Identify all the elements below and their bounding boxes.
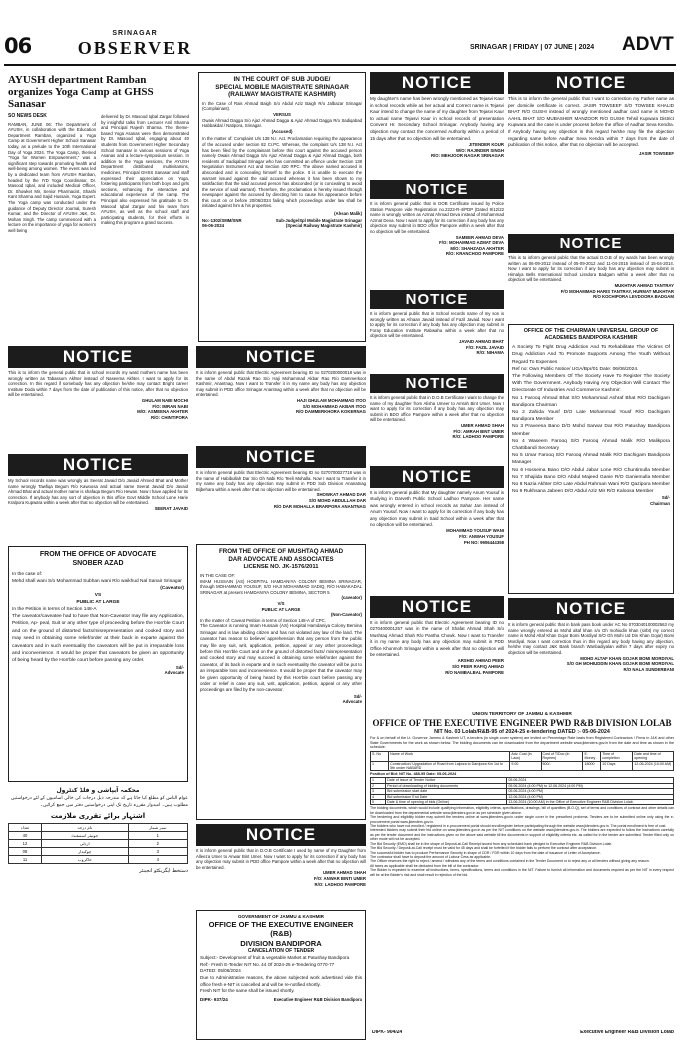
- notice-sign-1: SAMEER AHMAD DEVA: [455, 234, 504, 240]
- lolab-work-table: [370, 751, 674, 772]
- bandipora-subject: Subject:- Development of fruit & vegetable Market at Patushay Bandipora: [200, 955, 350, 961]
- notice-amrah: [370, 374, 504, 462]
- urdu-advertisement: [8, 786, 188, 1040]
- notice-sign-1: HAJI GHULAM MOHAMMAD ITOO: [296, 397, 366, 403]
- chairman-body: The Following Members Of The Society Have To Register The Society With The Government. Anybody Having Any Objection Will Contact The Directorate Of Industries And Commerce Kashmir:: [512, 374, 670, 394]
- notice-body: My daughter's name has been wrongly mentioned as Tejasvi Kaur in school records while as her actual and Correct name is Tejasvi Kaur intend to change the name of my daughter from Tejasvi Kaur to actual name Tejasvi Kaur in school records of presentation Convent Hr. Secondary School Srinagar. Anybody having any objection may contact the concerned Authority within a period of 15 days after that no objection will be entertained.: [370, 96, 504, 141]
- notice-sign-3: PH NO: 9906444358: [463, 539, 504, 545]
- urdu-heading: محکمہ آبپاشی و فلڈ کنٹرول: [56, 787, 140, 794]
- table-cell: Bid submission start date: [386, 789, 507, 794]
- notice-heading: NOTICE: [8, 454, 188, 476]
- lolab-nit: NIT No. 03 Lolab/R&B-95 of 2024-25 e-tendering DATED :- 05-06-2024: [434, 729, 610, 735]
- notice-heading: NOTICE: [196, 346, 366, 368]
- lolab-term: The Officer reserves the right to reject / amend / withdraw any of the terms and conditions contained in the Tender Document or to reject any or all tenders without giving any reason.: [370, 859, 650, 864]
- table-header: نام درجہ: [42, 824, 129, 832]
- bandipora-title-2: DIVISION BANDIPORA: [240, 938, 322, 948]
- masthead-rule: [4, 64, 676, 66]
- bandipora-body: Due to Administrative reasons, the above subjected work advertised vide this office fresh e-NIT is cancelled and will be re-notified shortly.: [200, 975, 362, 987]
- lolab-schedule-table: [370, 777, 674, 805]
- notice-seerat: [8, 454, 188, 542]
- table-header-row: [371, 751, 674, 761]
- advocate-title-1: FROM THE OFFICE OF ADVOCATE: [39, 551, 157, 558]
- notice-sign-2: F/O: IMRAN NABI: [152, 403, 188, 409]
- table-row: [371, 761, 674, 771]
- advocate-caveator: (Caveator): [160, 586, 184, 591]
- logo-small-text: SRINAGAR: [112, 30, 158, 37]
- table-cell: چوکیدار: [42, 848, 129, 856]
- lolab-schedule-note: Position of Bid: NIT No. 488-95 Date: 05-06-2024: [370, 772, 457, 777]
- lolab-term: The successful bidder has to produce Performance Security in shape of CDR / FDR within 10 days from the date of issuance of Letter of Acceptance.: [370, 850, 601, 855]
- notice-imran: [8, 346, 188, 450]
- notice-heading: NOTICE: [508, 234, 674, 253]
- chairman-member: No 4 Waseem Farooq S/O Farooq Ahmad Malik R/O Malikpora Chattibandi Secretary: [512, 438, 670, 452]
- lolab-term: The bidders who have not enrolled / registered in e-procurement portal should enroll/register before participating through the website www.jktenders.gov.in. The portal enrollment is free of cost.: [370, 824, 667, 829]
- notice-sign-1: JITENDER KOUR: [468, 142, 504, 148]
- table-cell: جونیئر اسسٹنٹ: [42, 832, 129, 840]
- notice-sign-1: UMER AHMAD SHAH: [322, 870, 366, 876]
- notice-sign-2: S/O MOHD ABDULLAH DAR: [308, 497, 366, 503]
- chairman-member: No 6 Hosseina Bano D/O Abdul Jabar Lone R/O Chuntimulla Member No 7 Shajiida Bano D/O Abdul Majeed Ganie R/O Ganiemulla Member No 8 Nazia Akhter D/O Late Abdul Rahman Wani R/O Qazipora Member No 9 Rukhsana Jabeen D/O Abdul Aziz Mir R/O Kaloosa Member: [512, 467, 670, 495]
- notice-heading: NOTICE: [370, 596, 504, 618]
- advocate2-sign-2: Advocate: [342, 699, 362, 705]
- table-cell: 3: [371, 789, 386, 794]
- notice-sign-1: ARSHID AHMAD PEER: [457, 658, 504, 664]
- logo-big-text: OBSERVER: [77, 38, 193, 58]
- advocate2-noncaveator: (Non-Caveator): [330, 612, 362, 618]
- notice-sign-2: F/O: ANWAH YOUSUF: [459, 534, 504, 540]
- notice-body: This is to inform general public that the actual D.O.B of my wards has been wrongly written as 06-09-2012 instead of 05-09-2012 and 11-04-2015 instead of 15-04-2014. Now I want to apply for its correction if any body has any objection may submit in Himalya Bells International School Lissdora Badgam within a week after that no objection will be entertained.: [508, 255, 674, 283]
- table-cell: اردلی: [42, 840, 129, 848]
- lolab-gov: UNION TERRITORY OF JAMMU & KASHMIR: [472, 712, 572, 717]
- notice-sign-1: MUKHTAR AHMAD TANTRAY: [614, 282, 674, 288]
- notice-heading: NOTICE: [196, 446, 366, 468]
- bandipora-sign: Executive Engineer R&B Division Bandipora: [273, 996, 362, 1002]
- page-number: 06: [4, 34, 32, 58]
- notice-sign: JASIR TOWSEEF: [638, 150, 674, 156]
- advocate-vs: VS: [94, 593, 102, 598]
- court-date: 06-06-2024: [202, 223, 224, 229]
- table-cell: 12: [9, 840, 42, 848]
- chairman-sign-1: Sd/-: [661, 495, 670, 501]
- news-byline: SO NEWS DESK: [8, 113, 47, 119]
- court-sign-title-1: Sub-Judge/Spl Mobile Magistrate Srinagar: [275, 217, 362, 223]
- advocate-body: The caveator/caveatee had to have that Non-Caveator may file any Application, Petition, Ap- peal, Suit or any other type of proceeding before the Hon'ble Court and on the ground of distorted facts/misrepresentation and cooked story and may seed in obtaining some relief/order at their back in exparte against the caveators and in such eventuality the caveators will be put in irreparable loss and inconvenience. It would be proper that caveators be given an opportunity of being heard by the Hon'ble court before passing any order.: [12, 614, 184, 664]
- lolab-intro: For & on behalf of the Lt. Governor Jammu & Kashmir UT, e-tenders (in single cover system) are invited on Percentage Rate basis from Registered Contractors / Firms in J&K and other State Governments for the work as shown below. The bidding documents can be downloaded from the department website www.jktenders.gov.in from the date and time as shown in the schedule.: [370, 736, 674, 750]
- notice-heading: NOTICE: [370, 72, 504, 94]
- table-cell: Period of downloading of bidding documents: [386, 783, 507, 788]
- chairman-title-2: ACADEMIES BANDIPORA KASHMIR: [544, 334, 638, 341]
- table-cell: 1: [371, 778, 386, 783]
- advocate-public: PUBLIC AT LARGE: [76, 600, 120, 605]
- bandipora-title-1: OFFICE OF THE EXECUTIVE ENGINEER (R&B): [208, 920, 354, 939]
- advocate2-caveator: (caveator): [341, 595, 362, 601]
- notice-dob-wards: [508, 234, 674, 320]
- notice-azmat: [370, 180, 504, 284]
- table-row: [371, 800, 674, 805]
- notice-bank-passbook: [508, 598, 674, 708]
- lolab-term: The tendering and eligibility bidder may submit the tenders online at www.jktenders.gov.in under single cover in the prescribed proforma. Tenders are to be submitted online only using the e-procurement portal www.jktenders.gov.in.: [370, 815, 674, 824]
- bandipora-note: Fresh NIT for the same shall be issued shortly.: [200, 988, 295, 994]
- bandipora-cancellation: [196, 910, 366, 1040]
- chairman-sign-2: Chairman: [650, 501, 670, 507]
- table-header: Date and time of opening: [633, 751, 674, 761]
- table-cell: 11: [9, 856, 42, 864]
- table-cell: 10 Days: [601, 761, 633, 771]
- table-cell: 1: [128, 832, 187, 840]
- table-row: [9, 832, 188, 840]
- notice-body: My School records name was wrongly as Seerat Javaid D/o Javaid Ahmed Bhat and Mother name wrongly Tawfiqa Begum R/o Kawoosa and actual name Seerat Javaid D/o Javaid Ahmad Bhat and actual mother name is shafaqa Begum R/o Hewan. Now I have applied for its correction. If anybody has any sort of objection in this office Govt Middle School Lone Harie Kralpora Kupwara within a week after that no objection will be entertained.: [8, 478, 188, 506]
- court-case: In the Case of Rais Ahmad Baigh S/o Abdul Aziz Baigh R/o Jalbazar Srinagar (Complainant).: [202, 100, 362, 112]
- notice-body: It is inform general public that in D.O.B Certificate I used by name of my Daughter from Alleeza Umer to Anwar Bint Umer. Now I want to apply for its correction if any body has any objection may submit in PDD office Pampore within a week after that no objection will be entertained.: [196, 848, 366, 870]
- urdu-body: عوام الناس کو مطلع کیا جاتا ہے کہ مندرجہ ذیل درجات کی خالی اسامیوں کے لئے درخواستیں مطلوب ہیں۔ امیدوار مقررہ تاریخ تک اپنی درخواستیں دفتر میں جمع کرائیں۔: [10, 796, 188, 808]
- news-story: [8, 74, 190, 346]
- notice-sign-3: R/O KOCHIPORA LEVDOORA BADGAM: [593, 294, 674, 300]
- notice-sign-3: R/O DAR MOHALLA BRARPORA ANANTNAG: [273, 503, 366, 509]
- advocate-sign-2: Advocate: [164, 670, 184, 676]
- court-accused-label: (Accused): [271, 128, 293, 134]
- notice-sign-3: M/O: SHAHZADA AKHTER: [450, 245, 504, 251]
- notice-sign-4: R/O: CHINTIPORA: [151, 414, 188, 420]
- table-cell: 4: [371, 794, 386, 799]
- court-body: In the matter of: Complaint U/s 138 N.I. Act. Proclamation requiring the appearance of the accused under section 82 Cr.PC. Whereas, the complaint U/s 138 N.I. Act has been filed by the complainant before this court against the accused person namely Owais Ahmad Dagga S/o Ajaz Ahmad Dagga & Ajaz Ahmad Dagga, both residents of Sadiqabad Srinagar who has committed an offence under Section 138 Negotiation Instrument Act and Section 420 RPC. The above named accused is absconded and is concealing himself to the police. It is unable to execute the warrant issued against the said accused whereas it has been shown to my satisfaction that the said accused person has absconded (or is concealing to avoid the service of said warrant). Therefore, the proclamation is hereby issued through newspaper against the accused by directing him to cause his appearance before this court on or before 20/06/2024 failing which proceedings under law shall be initiated against him & his properties.: [202, 136, 362, 209]
- news-column-2: delivered by Dr. Masood Iqbal Zargar followed by insightful talks from Lecturer Anil Sharma and Principal Rajesh Sharma. The theme-based Yoga Asanas were then demonstrated by Dr. Masood Iqbal, engaging about 40 students from Government Higher Secondary School Sanasar in various sessions of Yoga Asanas and a lecture-symposium session. In addition to the Yoga sessions, the AYUSH Department distributed multivitamins, medicines, Principal GHSS Sanasar and staff expressed their appreciation on Yoga, fostering participants from both boys and girls sections, enhancing the interactive and educational experience of the camp. The Principal also expressed his gratitude to Dr. Masood Iqbal Zargar and his team from AYUSH, as well as the school staff and participating students, for their efforts in making this program a grand success.: [101, 114, 189, 226]
- table-cell: 1: [371, 761, 389, 771]
- court-title-2: SPECIAL MOBILE MAGISTRATE SRINAGAR: [215, 83, 349, 91]
- chairman-member: No 1 Farooq Ahmad Bhat S/O Mohammad Ashraf Bhat R/O Dachigam Bandipora Chairman: [512, 395, 670, 408]
- notice-sign-1: MOHD ALTAF KHAN GOJAR BOMI MORDIYAL: [580, 655, 674, 661]
- notice-fazil: [370, 290, 504, 370]
- table-cell: 05.06.2024 (4:00 PM) to 12.06.2024 (4:00 PM): [507, 783, 674, 788]
- lolab-sign: Executive Engineer R&B Division Lolab: [580, 1030, 674, 1035]
- notice-sign-1: JAVAID AHMAD BHAT: [459, 338, 504, 344]
- advocate-case-label: In the case of:: [12, 572, 43, 577]
- table-cell: 2: [128, 840, 187, 848]
- notice-anwar: [196, 824, 366, 906]
- chairman-member: No 2 Zahida Yousf D/O Late Mohammad Yousf R/O Dachigam Bandipora Member: [512, 410, 670, 423]
- table-cell: 05.06.2024: [507, 778, 674, 783]
- advocate2-title-2: DAR ADVOCATE AND ASSOCIATES: [228, 555, 334, 563]
- notice-body: It is inform general public that Electric Agreement bearing ID no 0270200000018 was in the name of Abdul Razak Rao S/o Haji Mohammad Akbar Rao R/o Dammerkoot Kashmir, Anantnag. Now I want to Transfer it in my name any body has any objection may submit in PDD office Srinagar Anantnag within a week after that no objection will be entertained.: [196, 370, 366, 398]
- table-cell: 9.00: [510, 761, 541, 771]
- notice-body: It is inform general public that in bank pass book under AC No 0703040100002563 my name wrongly entered as Mohd altaf khan s/o Gh mohiudin khan (sirbt) my correct name is Mohd Altaf Khan Gojar Bomi Mordiyal S/O Gh Mohi Ud Din Khan Gojar) Bomi Mordiyal. Now I want correction thus in this regard any body having any objection, he/she may contact J&K Bank branch Wanbadiyalan within 7 days after expiry no objection will be entertained.: [508, 622, 674, 655]
- table-cell: 18000: [583, 761, 601, 771]
- advocate-notice-2: [196, 544, 366, 820]
- advocate2-matter: In the matter of: Caveat Petition in terms of Section 148-A of CPC.: [200, 617, 326, 623]
- advocate-party: Mehd shafi wani S/o Mohammad Subhan wani R/o waikhud Nal Sanair Srinagar: [12, 579, 182, 584]
- notice-daughter-name: [370, 72, 504, 176]
- notice-body: It is inform general public that My daughter namely Anum Yousuf is studying in Darveth Public School Ladhoo Pampore. Her name was wrongly entered in school records as Sahar Jan instead of Anum Yousuf. Now I want to apply for its correction if any body has any objection may submit in Said School within a week after that no objection will be entertained.: [370, 490, 504, 528]
- urdu-footer: دستخط ایگزیکٹو انجینئر: [139, 868, 188, 874]
- urdu-heading-2: اشتہار برائے تقرری ملازمت: [50, 812, 146, 820]
- table-cell: 08: [9, 848, 42, 856]
- advocate2-title-3: LICENSE NO. JK-1576/2011: [243, 563, 319, 570]
- advocate2-title-1: FROM THE OFFICE OF MUSHTAQ AHMAD: [218, 548, 344, 555]
- table-cell: خاکروب: [42, 856, 129, 864]
- bandipora-cancel: CANCELATION OF TENDER: [247, 948, 315, 955]
- lolab-term: The Bidder is expected to examine all instructions, forms, specifications, terms and conditions in the NIT. Failure to furnish all information and documents required as per the NIT in every respect will be at the Bidder's risk and shall result in rejection of the bid.: [370, 868, 674, 877]
- advocate-matter: In the Petition in terms of Section 148-A: [12, 607, 97, 612]
- notice-sign-2: S/O MOHAMMAD AKBAR ITOO: [302, 403, 366, 409]
- advocate2-public: PUBLIC AT LARGE: [261, 606, 301, 612]
- table-row: [9, 848, 188, 856]
- notice-sign-3: R/O NALA SUNDERBANI: [623, 666, 674, 672]
- court-title-1: IN THE COURT OF SUB JUDGE/: [233, 76, 331, 83]
- notice-heading: NOTICE: [508, 72, 674, 94]
- court-versus: VERSUS: [273, 111, 291, 117]
- notice-jasir: [508, 72, 674, 230]
- notice-heading: NOTICE: [370, 374, 504, 393]
- notice-heading: NOTICE: [8, 346, 188, 368]
- notice-sign-3: R/O: MEHJOOR NAGAR SRINAGAR: [430, 153, 504, 159]
- notice-sign-2: F/O: ANWAR BINTI UMER: [313, 875, 366, 881]
- table-cell: Date of Issue of Tender Notice: [386, 778, 507, 783]
- notice-electric-1: [196, 346, 366, 442]
- notice-sign-3: R/O DAMMERKHORA KOKERNAG: [295, 409, 366, 415]
- notice-body: It is inform general public that in DOB Certificate issued by Police Station Pampore vide Registration no.2223-R-4/PDP (Dated 9/12/22 name is wrongly written as Azmat Ahmad Deva instead of Mohammad Azmat Deva. Now I want to apply for its correction if any body has any objection may submit in BDO office Pampore within a week after that no objection will be entertained.: [370, 201, 504, 234]
- chairman-intro: A Society To Fight Drug Addiction And To Rehabilitate The Victims Of Drug Addiction And To Promote Supports Among The Youth Without Regard To Expenses: [512, 345, 670, 365]
- table-cell: Construction/ Upgradation of Road from Lalpora to Dardpora Km 1st to 5th under NABARD: [389, 761, 510, 771]
- notice-arshid: [370, 596, 504, 708]
- advocate2-body: The Caveator is running Imam Hussain (AS) Hospital Hamdaniya Colony Bemina Srinagar and is law abiding citizen and has not violated any law of the land. The caveator has reason to believe/ apprehension that any person from the public may file any suit, writ, application, petition, appeal or any other proceedings before this Hon'ble Court and on the ground of distorted facts/ misrepresentation and cooked story and may succeed in obtaining some relief/order against the caveator, of its back in exparte and in such eventuality the caveator will be put to an irreparable loss and inconvenience. It would be proper that the caveator may be given opportunity of being heard by this Hon'ble court before passing any order or relief in case any suit, writ, application, petition, appeal or any other proceedings are filed by the non-caveator.: [200, 623, 362, 693]
- table-cell: 4: [128, 856, 187, 864]
- news-headline: AYUSH department Ramban organizes Yoga Camp at GHSS Sanasar: [8, 74, 154, 110]
- bandipora-code: DIPK- 937/24: [200, 996, 228, 1002]
- notice-sign-2: F/O: FAZIL JAVAID: [466, 344, 504, 350]
- notice-sign-3: R/O: NIHAMA: [476, 350, 504, 356]
- table-cell: 40: [9, 832, 42, 840]
- notice-electric-2: [196, 446, 366, 538]
- bandipora-ref: Ref:- Fresh E-Tender NIT No. 44 Of 2024-25 e-Tendering 0770-77: [200, 961, 335, 967]
- chairman-member: No 3 Praveena Bano D/O Mohd Sarwar Dar R/O Patushay Bandipora Member: [512, 424, 670, 437]
- lolab-term: The contractor shall have to deposit the amount of Labour Cess as applicable.: [370, 854, 492, 859]
- notice-sign-4: R/O: KRANCHOO PAMPORE: [445, 251, 504, 257]
- notice-sign-3: R/O: LADHOO PAMPORE: [452, 434, 504, 440]
- chairman-title-1: OFFICE OF THE CHAIRMAN UNIVERSAL GROUP OF: [523, 328, 659, 334]
- table-header: Adv. Cost (in Lacs): [510, 751, 541, 761]
- notice-sign-2: W/O: RAJINDER SINGH: [456, 147, 504, 153]
- court-sign-name: (Ahsan Malik): [334, 211, 362, 217]
- table-header: تعداد: [9, 824, 42, 832]
- notice-heading: NOTICE: [508, 598, 674, 620]
- lolab-title: OFFICE OF THE EXECUTIVE ENGINEER PWD R&B DIVISION LOLAB: [372, 718, 672, 728]
- lolab-term: Interested bidders may submit their bid online on www.jktenders.gov.in as per the NIT conditions on the website www.jktenders.gov.in. The bidders are expected to follow the instructions carefully as per the tender document and the instructions given on the above said website till the documents in support of eligibility criteria etc. as called for in the tender are submitted. Tender filled only on other mode will not be accepted.: [370, 828, 674, 842]
- notice-sign-2: F/O: AMRAH BINT UMER: [453, 428, 504, 434]
- urdu-table: [8, 823, 188, 864]
- notice-sign-3: M/O: ASMEENA AKHTER: [137, 409, 188, 415]
- advocate-notice-1: [8, 546, 188, 782]
- court-ref: No:-1302/SMM/SNR: [202, 217, 242, 223]
- notice-sign-3: R/O NAMBALBAL PAMPORE: [445, 669, 504, 675]
- table-header: Cost of T/Doc (in Rupees): [541, 751, 583, 761]
- advocate2-vs: V/S: [277, 600, 285, 606]
- chairman-member: No 5 Umar Farooq S/O Farooq Ahmad Malik R/O Dachigam Bandipora Manager: [512, 453, 670, 466]
- chairman-ref: Ref no: Own Public Notice/ UGA/Bpr/01 Date: 06/06/2024.: [512, 366, 639, 372]
- advocate2-case-label: IN THE CASE OF:: [200, 573, 236, 578]
- notice-heading: NOTICE: [196, 824, 366, 846]
- court-notice: [198, 72, 366, 342]
- notice-sign-3: R/O: LADHOO PAMPORE: [314, 881, 366, 887]
- table-row: [9, 840, 188, 848]
- lolab-term: All taxes as applicable shall be deducted from the bill of the contractor.: [370, 863, 480, 868]
- table-cell: 3: [128, 848, 187, 856]
- news-column-1: RAMBAN, JUNE 06: The Department of AYUSH, in collaboration with the Education Department Ramban, organized a Yoga Camp at Government Higher School Sanasar today, as a prelude to the 10th International Day of Yoga 2024. The Yoga Camp, themed "Yoga for Women Empowerment," was a significant step towards promoting health and well-being among women. The event was led by a dedicated team from AYUSH Ramban, headed by the IYD Yoga Coordinator, Dr. Masood Iqbal, and included Medical Officer, Dr. Showket Mir, Senior Pharmacist, Shashi Kant Sharma and Sajid Hussain, Yoga Expert. The Yoga camp was conducted under the guidance of Deputy Director Journal, Suresh Kumar, and the Director of AYUSH J&K, Dr. Mohan Singh. The camp commenced with a lecture on the importance of yoga for women's well being: [8, 121, 96, 233]
- notice-sign-2: S/O GH MOHIUDDIN KHAN GOJAR BOMI MORDIYAL: [566, 661, 674, 667]
- dateline: SRINAGAR | FRIDAY | 07 JUNE | 2024: [470, 44, 595, 51]
- advocate2-sign-1: Sd/-: [353, 693, 362, 699]
- table-header: E. Money: [583, 751, 601, 761]
- notice-sign-2: S/O PEER RAFIQ AHMAD: [452, 664, 504, 670]
- notice-heading: NOTICE: [370, 180, 504, 199]
- notice-heading: NOTICE: [370, 290, 504, 309]
- table-cell: Date & time of opening of bids (Online): [386, 800, 507, 805]
- court-sign-title-2: (Special Railway Magistrate Kashmir): [285, 223, 362, 229]
- lolab-term: The bidding documents, which would include qualifying information, eligibility criteria, specifications, drawings, bill of quantities (B.O.Q), set of terms and conditions of contract and other details can be downloaded from the departmental website www.jktenders.gov.in as per schedule given above.: [370, 806, 674, 815]
- lolab-term: The Bid Security / Deposit-at-Call receipt must be valid for 45 days and shall be forfeited if the bidder fails to perform the contract after acceptance.: [370, 846, 598, 851]
- notice-heading: NOTICE: [370, 466, 504, 488]
- table-cell: 12-06-2024 (10:00 AM): [633, 761, 674, 771]
- court-title-3: (RAILWAY MAGISTRATE KASHMIR): [228, 91, 336, 99]
- bandipora-dated: DATED: 05/06/2024: [200, 968, 241, 974]
- table-cell: 2: [371, 783, 386, 788]
- notice-sign-1: SHOWKAT AHMAD DAR: [316, 492, 366, 498]
- table-cell: Bid submission End Date: [386, 794, 507, 799]
- notice-sign-1: UMER AHMAD SHAH: [460, 422, 504, 428]
- advocate-title-2: SNOBER AZAD: [72, 560, 124, 567]
- notice-anum: [370, 466, 504, 590]
- notice-sign-2: F/O: MOHAMMAD AZMAT DEVA: [439, 240, 504, 246]
- table-row: [9, 856, 188, 864]
- advocate-sign-1: Sd/-: [175, 664, 184, 670]
- table-cell: 5: [371, 800, 386, 805]
- notice-sign-1: GHULAM NABI MOCHI: [141, 397, 188, 403]
- table-header: Name of Work: [389, 751, 510, 761]
- bandipora-gov: GOVERNMENT OF JAMMU & KASHMIR: [237, 914, 324, 919]
- lolab-tender: [370, 712, 674, 1040]
- chairman-notice: [508, 324, 674, 594]
- table-header: Time of completion: [601, 751, 633, 761]
- lolab-term: The Bid Security (EMD) shall be in the shape of Deposit-at-Call Receipt issued from any scheduled bank pledged to Executive Engineer R&B Division Lolab.: [370, 841, 613, 846]
- notice-sign-2: F/O MOHAMMAD HARIS TANTRAY, HURMAT MUKHTAR: [560, 288, 674, 294]
- table-header-row: [9, 824, 188, 832]
- table-cell: 12.06.2024 (4:00 PM): [507, 794, 674, 799]
- notice-body: It is inform general public that Electric Agreement bearing ID no 0270700027718 was in the name of Habibullah Dar S/o Gh Nabi R/o Teeli Mohalla. Now I want to Transfer it in my name any body has any objection may submit in PDD Sub Division Ananatnag Bijbehara within a week after that no objection will be entertained.: [196, 470, 366, 492]
- table-cell: 05.06.2024 (4:00 PM): [507, 789, 674, 794]
- paper-logo: [60, 30, 210, 64]
- lolab-code: DIPK- 904/24: [372, 1030, 403, 1035]
- notice-body: This is to inform the general public that in school records my ward mothers name has been wrongly written as Tabassum Akhter instead of Naseema Akhter. I want to apply for its correction. In this regard if somebody has any objection he/she may contact Bright career Institute Doda within 7 days from the date of publication of this notice, after that no objection will be entertained.: [8, 370, 188, 398]
- court-accused: Owais Ahmad Dagga S/o Ajaz Ahmad Dagga & Ajaz Ahmad Dagga R/o Sadiqabad Habbakdal / Natipora, Srinagar.: [202, 117, 362, 129]
- table-header: S. No: [371, 751, 389, 761]
- notice-body: This is to inform the general public that I want to correction my Father name as per domicile certificate is correct. JASIR TOWSEEF S/O TOWSEE KHALID BHAT R/O GUSHI instead of wrongly mentioned aadhar card name is MOHD AAHIL BHAT S/O MUBASHER MANZOOR R/O GUSHI Tehsil Kupwara District Kupwara and the case is under process before the office of Aadhar Seva Kendra. If Anybody having any objection in this regard he/she may file the objection regarding same before Aadhar Seva Kendra within 7 days from the date of publication of this notice, after that no objection will be accepted.: [508, 96, 674, 148]
- section-label: ADVT: [622, 34, 674, 55]
- table-cell: 13.06.2024 (10:00 AM) in the Office of Executive Engineer R&B Division Lolab.: [507, 800, 674, 805]
- advocate2-party: IMAM HUSSAIN (AS) HOSPITAL HAMDANIYA COLONY BEMINA SRINAGAR, through MOHAMMAD YOUSUF, S/O HAJI MOHAMMAD SADIQ, R/O HABAKADAL SRINAGAR at present HAMDANIYA COLONY BEMINA, SECTOR 5: [200, 578, 362, 595]
- table-header: نمبر شمار: [128, 824, 187, 832]
- notice-body: It is inform general public that in D.O.B Certificate I want to change the name of my daughter from Alisha Umeer to Amrah Bint Umer. Now I want to apply for its correction if any body has any objection may submit in BDO office Pampore within a week after that no objection will be entertained.: [370, 395, 504, 423]
- notice-sign-1: MOHAMMAD YOUSUF WANI: [446, 528, 504, 534]
- table-cell: 500/-: [541, 761, 583, 771]
- notice-body: It is inform general public that Electric Agreement bearing ID no 0270400001257 was in the name of Shafat Ahmad Shah S/o Mushtaq Ahmad Shah R/o Pantha Chowk. Now I want to Transfer it in my name any body has any objection may submit in PDD Office Khonmoh Srinagar within a week after that no objection will be entertained.: [370, 620, 504, 658]
- notice-sign: SEERAT JAVAID: [154, 505, 188, 511]
- notice-body: It is inform general public that in School records name of my son is wrongly written as Afnaan Javaid instead of Fazil Javaid. Now I want to apply for its correction if any body has any objection may submit in Foray Education Institute Rabwaha within a week after that no objection will be entertained.: [370, 311, 504, 339]
